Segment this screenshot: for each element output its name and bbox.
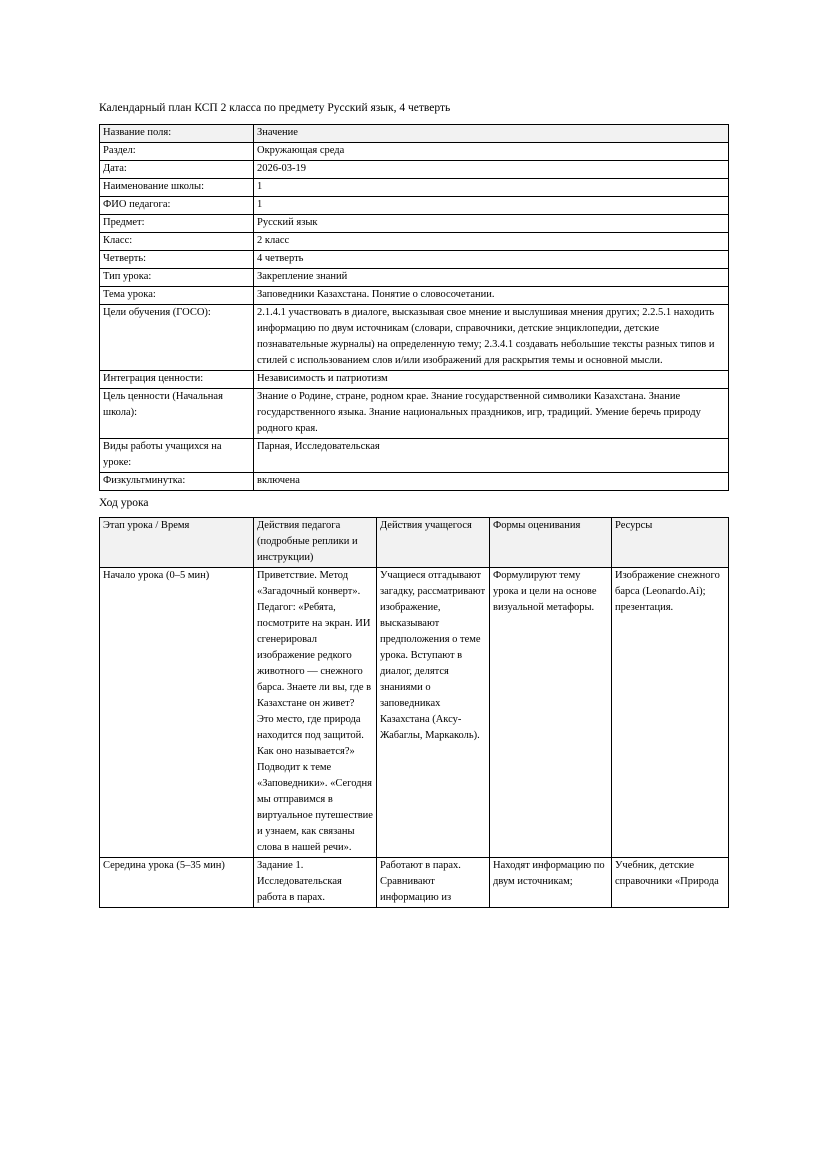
table-row <box>100 143 729 161</box>
header-field-value: Значение <box>254 125 729 143</box>
cell-resources: Учебник, детские справочники «Природа <box>612 858 729 908</box>
row-field-value: 2 класс <box>254 233 729 251</box>
lesson-info-table <box>99 124 729 491</box>
table-row <box>100 371 729 389</box>
row-field-value: 1 <box>254 179 729 197</box>
cell-assessment-forms: Находят информацию по двум источникам; <box>490 858 612 908</box>
table-row <box>100 251 729 269</box>
table-row <box>100 389 729 439</box>
row-field-value: Заповедники Казахстана. Понятие о словосочетании. <box>254 287 729 305</box>
table-row <box>100 858 729 908</box>
row-field-label: Виды работы учащихся на уроке: <box>100 439 254 473</box>
table-header-row <box>100 518 729 568</box>
table-row <box>100 473 729 491</box>
table-row <box>100 568 729 858</box>
table-row <box>100 287 729 305</box>
row-field-value: 2026-03-19 <box>254 161 729 179</box>
header-student-actions: Действия учащегося <box>377 518 490 568</box>
cell-assessment-forms: Формулируют тему урока и цели на основе визуальной метафоры. <box>490 568 612 858</box>
row-field-label: Физкультминутка: <box>100 473 254 491</box>
table-row <box>100 439 729 473</box>
row-field-label: Класс: <box>100 233 254 251</box>
table-row <box>100 197 729 215</box>
header-stage: Этап урока / Время <box>100 518 254 568</box>
row-field-label: Дата: <box>100 161 254 179</box>
row-field-value: 1 <box>254 197 729 215</box>
row-field-label: Тема урока: <box>100 287 254 305</box>
table-row <box>100 179 729 197</box>
row-field-value: 4 четверть <box>254 251 729 269</box>
header-assessment-forms: Формы оценивания <box>490 518 612 568</box>
row-field-label: Цель ценности (Начальная школа): <box>100 389 254 439</box>
row-field-value: Знание о Родине, стране, родном крае. Знание государственной символики Казахстана. Знание государственного языка. Знание национальных праздников, игр, традиций. Умение беречь природу родного края. <box>254 389 729 439</box>
row-field-value: Закрепление знаний <box>254 269 729 287</box>
lesson-flow-heading: Ход урока <box>99 497 149 509</box>
row-field-value: Русский язык <box>254 215 729 233</box>
row-field-label: Тип урока: <box>100 269 254 287</box>
row-field-value: 2.1.4.1 участвовать в диалоге, высказывая свое мнение и выслушивая мнения других; 2.2.5.1 находить информацию по двум источникам (словари, справочники, детские энциклопедии, детские познавательные журналы) на определенную тему; 2.3.4.1 создавать небольшие тексты разных типов и стилей с использованием слов и/или изображений для раскрытия темы и основной мысли. <box>254 305 729 371</box>
cell-student-actions: Работают в парах. Сравнивают информацию из <box>377 858 490 908</box>
cell-resources: Изображение снежного барса (Leonardo.Ai); презентация. <box>612 568 729 858</box>
table-row <box>100 305 729 371</box>
table-header-row <box>100 125 729 143</box>
header-field-name: Название поля: <box>100 125 254 143</box>
cell-teacher-actions: Задание 1. Исследовательская работа в парах. <box>254 858 377 908</box>
cell-stage: Середина урока (5–35 мин) <box>100 858 254 908</box>
row-field-label: Предмет: <box>100 215 254 233</box>
cell-student-actions: Учащиеся отгадывают загадку, рассматривают изображение, высказывают предположения о теме урока. Вступают в диалог, делятся знаниями о заповедниках Казахстана (Аксу-Жабаглы, Маркаколь). <box>377 568 490 858</box>
lesson-flow-body <box>100 518 729 908</box>
row-field-value: Независимость и патриотизм <box>254 371 729 389</box>
row-field-value: Окружающая среда <box>254 143 729 161</box>
table-row <box>100 161 729 179</box>
row-field-value: Парная, Исследовательская <box>254 439 729 473</box>
row-field-label: ФИО педагога: <box>100 197 254 215</box>
header-teacher-actions: Действия педагога (подробные реплики и инструкции) <box>254 518 377 568</box>
row-field-label: Раздел: <box>100 143 254 161</box>
header-resources: Ресурсы <box>612 518 729 568</box>
row-field-label: Интеграция ценности: <box>100 371 254 389</box>
table-row <box>100 215 729 233</box>
table-row <box>100 233 729 251</box>
page-content <box>99 100 728 908</box>
row-field-label: Наименование школы: <box>100 179 254 197</box>
cell-stage: Начало урока (0–5 мин) <box>100 568 254 858</box>
lesson-info-body <box>100 125 729 491</box>
row-field-label: Цели обучения (ГОСО): <box>100 305 254 371</box>
page-title: Календарный план КСП 2 класса по предмету Русский язык, 4 четверть <box>99 102 451 114</box>
lesson-flow-table <box>99 517 729 908</box>
row-field-label: Четверть: <box>100 251 254 269</box>
row-field-value: включена <box>254 473 729 491</box>
cell-teacher-actions: Приветствие. Метод «Загадочный конверт». Педагог: «Ребята, посмотрите на экран. ИИ сгенерировал изображение редкого животного — снежного барса. Знаете ли вы, где в Казахстане он живет? Это место, где природа находится под защитой. Как оно называется?» Подводит к теме «Заповедники». «Сегодня мы отправимся в виртуальное путешествие и узнаем, как связаны слова в нашей речи». <box>254 568 377 858</box>
table-row <box>100 269 729 287</box>
